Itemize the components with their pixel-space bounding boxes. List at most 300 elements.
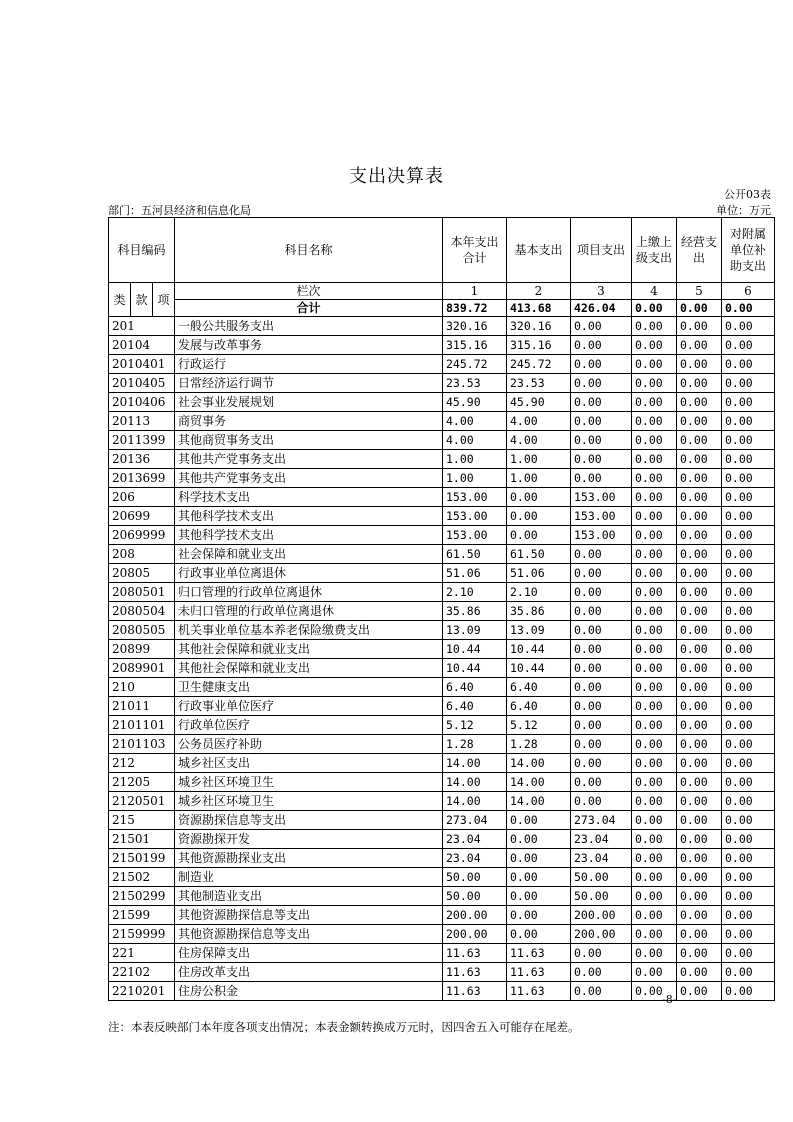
row-code: 2010406 xyxy=(109,393,175,412)
table-row xyxy=(109,773,775,792)
row-name: 城乡社区支出 xyxy=(175,754,443,773)
row-value: 0.00 xyxy=(677,469,722,488)
row-value: 61.50 xyxy=(507,545,571,564)
row-name: 城乡社区环境卫生 xyxy=(175,773,443,792)
row-value: 0.00 xyxy=(632,583,677,602)
row-value: 0.00 xyxy=(722,507,775,526)
table-row xyxy=(109,849,775,868)
row-value: 0.00 xyxy=(722,659,775,678)
table-row xyxy=(109,925,775,944)
row-value: 0.00 xyxy=(677,640,722,659)
row-value: 0.00 xyxy=(677,374,722,393)
header-upper: 上缴上级支出 xyxy=(632,218,677,283)
table-row xyxy=(109,317,775,336)
table-row xyxy=(109,640,775,659)
row-value: 0.00 xyxy=(677,393,722,412)
row-value: 0.00 xyxy=(677,450,722,469)
row-code: 21011 xyxy=(109,697,175,716)
row-name: 其他社会保障和就业支出 xyxy=(175,640,443,659)
row-code: 2120501 xyxy=(109,792,175,811)
row-name: 其他资源勘探信息等支出 xyxy=(175,925,443,944)
table-row xyxy=(109,507,775,526)
row-value: 0.00 xyxy=(677,716,722,735)
row-value: 0.00 xyxy=(677,488,722,507)
row-value: 4.00 xyxy=(443,431,507,450)
row-code: 2159999 xyxy=(109,925,175,944)
total-cell: 426.04 xyxy=(571,300,632,317)
row-value: 4.00 xyxy=(443,412,507,431)
row-value: 14.00 xyxy=(507,792,571,811)
row-value: 0.00 xyxy=(507,849,571,868)
form-number: 公开03表 xyxy=(724,188,771,201)
row-value: 0.00 xyxy=(677,887,722,906)
row-value: 0.00 xyxy=(677,868,722,887)
row-value: 0.00 xyxy=(507,830,571,849)
row-code: 206 xyxy=(109,488,175,507)
row-value: 0.00 xyxy=(677,583,722,602)
row-code: 21501 xyxy=(109,830,175,849)
row-value: 0.00 xyxy=(571,583,632,602)
row-value: 0.00 xyxy=(722,944,775,963)
header-name: 科目名称 xyxy=(175,218,443,283)
row-name: 其他制造业支出 xyxy=(175,887,443,906)
row-value: 1.28 xyxy=(507,735,571,754)
row-value: 10.44 xyxy=(443,640,507,659)
row-value: 0.00 xyxy=(571,374,632,393)
table-row xyxy=(109,754,775,773)
row-name: 行政事业单位离退休 xyxy=(175,564,443,583)
row-value: 0.00 xyxy=(632,792,677,811)
row-value: 0.00 xyxy=(677,412,722,431)
row-value: 245.72 xyxy=(443,355,507,374)
row-value: 0.00 xyxy=(632,830,677,849)
row-value: 0.00 xyxy=(571,412,632,431)
row-name: 日常经济运行调节 xyxy=(175,374,443,393)
row-value: 11.63 xyxy=(443,982,507,1001)
page-title: 支出决算表 xyxy=(349,166,444,187)
row-value: 0.00 xyxy=(722,982,775,1001)
row-code: 20136 xyxy=(109,450,175,469)
row-value: 0.00 xyxy=(722,811,775,830)
row-value: 0.00 xyxy=(632,317,677,336)
row-value: 0.00 xyxy=(571,659,632,678)
row-code: 21205 xyxy=(109,773,175,792)
footnote: 注：本表反映部门本年度各项支出情况；本表金额转换成万元时，因四舍五入可能存在尾差。 xyxy=(108,1020,580,1034)
table-row xyxy=(109,716,775,735)
row-value: 153.00 xyxy=(571,488,632,507)
row-value: 50.00 xyxy=(443,887,507,906)
row-value: 0.00 xyxy=(722,735,775,754)
row-code: 2013699 xyxy=(109,469,175,488)
row-value: 0.00 xyxy=(677,811,722,830)
row-value: 0.00 xyxy=(722,716,775,735)
total-label: 合计 xyxy=(175,300,443,317)
table-row xyxy=(109,488,775,507)
row-code: 21599 xyxy=(109,906,175,925)
row-value: 0.00 xyxy=(722,925,775,944)
row-code: 2150199 xyxy=(109,849,175,868)
table-row xyxy=(109,830,775,849)
table-row xyxy=(109,811,775,830)
row-value: 0.00 xyxy=(722,906,775,925)
row-value: 0.00 xyxy=(722,355,775,374)
row-value: 14.00 xyxy=(443,773,507,792)
total-cell: 839.72 xyxy=(443,300,507,317)
row-value: 0.00 xyxy=(722,754,775,773)
table-row xyxy=(109,412,775,431)
row-value: 0.00 xyxy=(632,469,677,488)
row-value: 0.00 xyxy=(722,431,775,450)
row-value: 273.04 xyxy=(443,811,507,830)
row-code: 2080505 xyxy=(109,621,175,640)
row-code: 2150299 xyxy=(109,887,175,906)
row-value: 0.00 xyxy=(571,754,632,773)
row-value: 4.00 xyxy=(507,412,571,431)
row-value: 0.00 xyxy=(571,792,632,811)
row-value: 0.00 xyxy=(677,925,722,944)
row-name: 其他共产党事务支出 xyxy=(175,450,443,469)
row-value: 0.00 xyxy=(677,545,722,564)
row-value: 0.00 xyxy=(722,469,775,488)
row-value: 0.00 xyxy=(507,906,571,925)
row-value: 0.00 xyxy=(632,621,677,640)
row-value: 0.00 xyxy=(722,640,775,659)
row-value: 5.12 xyxy=(507,716,571,735)
row-value: 0.00 xyxy=(722,488,775,507)
row-value: 23.04 xyxy=(443,830,507,849)
row-value: 0.00 xyxy=(722,773,775,792)
table-row xyxy=(109,450,775,469)
row-value: 11.63 xyxy=(507,944,571,963)
row-value: 0.00 xyxy=(632,697,677,716)
row-name: 未归口管理的行政单位离退休 xyxy=(175,602,443,621)
row-value: 0.00 xyxy=(722,678,775,697)
row-value: 0.00 xyxy=(722,545,775,564)
row-value: 0.00 xyxy=(677,735,722,754)
row-value: 0.00 xyxy=(571,393,632,412)
row-name: 资源勘探信息等支出 xyxy=(175,811,443,830)
row-name: 公务员医疗补助 xyxy=(175,735,443,754)
row-value: 51.06 xyxy=(443,564,507,583)
total-cell: 413.68 xyxy=(507,300,571,317)
row-value: 0.00 xyxy=(632,887,677,906)
row-value: 6.40 xyxy=(443,697,507,716)
row-value: 0.00 xyxy=(507,488,571,507)
row-code: 2011399 xyxy=(109,431,175,450)
row-value: 0.00 xyxy=(571,982,632,1001)
row-value: 0.00 xyxy=(677,355,722,374)
row-value: 0.00 xyxy=(632,393,677,412)
row-value: 245.72 xyxy=(507,355,571,374)
row-value: 0.00 xyxy=(507,526,571,545)
table-row xyxy=(109,735,775,754)
row-value: 5.12 xyxy=(443,716,507,735)
table-row xyxy=(109,868,775,887)
row-value: 0.00 xyxy=(571,621,632,640)
row-value: 0.00 xyxy=(632,431,677,450)
row-value: 0.00 xyxy=(632,507,677,526)
unit-label: 单位：万元 xyxy=(716,204,771,217)
table-row xyxy=(109,393,775,412)
row-value: 0.00 xyxy=(677,849,722,868)
row-value: 0.00 xyxy=(722,412,775,431)
row-value: 0.00 xyxy=(632,659,677,678)
row-value: 0.00 xyxy=(571,716,632,735)
row-value: 0.00 xyxy=(632,602,677,621)
row-value: 0.00 xyxy=(632,735,677,754)
col-num-4: 4 xyxy=(632,283,677,300)
row-value: 0.00 xyxy=(507,868,571,887)
row-value: 0.00 xyxy=(632,925,677,944)
total-row xyxy=(109,300,775,317)
row-value: 0.00 xyxy=(722,830,775,849)
row-code: 21502 xyxy=(109,868,175,887)
row-value: 0.00 xyxy=(677,526,722,545)
row-value: 0.00 xyxy=(571,450,632,469)
col-num-2: 2 xyxy=(507,283,571,300)
row-value: 35.86 xyxy=(443,602,507,621)
row-value: 14.00 xyxy=(507,773,571,792)
header-lei: 类 xyxy=(109,283,131,317)
table-row xyxy=(109,583,775,602)
row-value: 14.00 xyxy=(443,754,507,773)
row-code: 20699 xyxy=(109,507,175,526)
row-code: 201 xyxy=(109,317,175,336)
row-value: 320.16 xyxy=(507,317,571,336)
row-value: 61.50 xyxy=(443,545,507,564)
row-value: 0.00 xyxy=(632,982,677,1001)
row-name: 住房改革支出 xyxy=(175,963,443,982)
table-row xyxy=(109,621,775,640)
row-value: 0.00 xyxy=(677,906,722,925)
row-name: 其他资源勘探业支出 xyxy=(175,849,443,868)
row-value: 0.00 xyxy=(571,963,632,982)
total-cell: 0.00 xyxy=(722,300,775,317)
row-value: 0.00 xyxy=(677,944,722,963)
row-value: 0.00 xyxy=(722,583,775,602)
row-code: 2101101 xyxy=(109,716,175,735)
row-value: 0.00 xyxy=(632,773,677,792)
row-code: 2101103 xyxy=(109,735,175,754)
row-name: 行政运行 xyxy=(175,355,443,374)
row-value: 320.16 xyxy=(443,317,507,336)
row-value: 23.04 xyxy=(443,849,507,868)
row-name: 其他资源勘探信息等支出 xyxy=(175,906,443,925)
row-value: 0.00 xyxy=(677,317,722,336)
row-code: 2010401 xyxy=(109,355,175,374)
row-value: 0.00 xyxy=(632,336,677,355)
row-name: 发展与改革事务 xyxy=(175,336,443,355)
row-value: 0.00 xyxy=(677,754,722,773)
col-num-1: 1 xyxy=(443,283,507,300)
row-value: 200.00 xyxy=(443,925,507,944)
row-value: 0.00 xyxy=(632,450,677,469)
row-value: 0.00 xyxy=(722,868,775,887)
table-row xyxy=(109,469,775,488)
total-cell: 0.00 xyxy=(632,300,677,317)
table-row xyxy=(109,659,775,678)
row-code: 22102 xyxy=(109,963,175,982)
row-value: 0.00 xyxy=(677,697,722,716)
row-name: 行政单位医疗 xyxy=(175,716,443,735)
row-code: 2080504 xyxy=(109,602,175,621)
row-value: 0.00 xyxy=(632,374,677,393)
row-value: 23.53 xyxy=(443,374,507,393)
total-cell: 0.00 xyxy=(677,300,722,317)
row-value: 0.00 xyxy=(571,317,632,336)
row-value: 0.00 xyxy=(632,355,677,374)
col-num-3: 3 xyxy=(571,283,632,300)
row-value: 0.00 xyxy=(632,868,677,887)
row-value: 0.00 xyxy=(722,621,775,640)
department-label: 部门：五河县经济和信息化局 xyxy=(108,204,251,217)
row-value: 0.00 xyxy=(722,526,775,545)
row-value: 0.00 xyxy=(632,412,677,431)
row-name: 行政事业单位医疗 xyxy=(175,697,443,716)
row-name: 商贸事务 xyxy=(175,412,443,431)
row-value: 0.00 xyxy=(722,887,775,906)
row-value: 23.04 xyxy=(571,849,632,868)
row-value: 51.06 xyxy=(507,564,571,583)
row-value: 0.00 xyxy=(722,450,775,469)
table-row xyxy=(109,355,775,374)
row-value: 0.00 xyxy=(722,963,775,982)
row-value: 0.00 xyxy=(571,678,632,697)
row-value: 153.00 xyxy=(443,526,507,545)
row-value: 45.90 xyxy=(507,393,571,412)
row-value: 0.00 xyxy=(571,735,632,754)
header-subsidiary: 对附属单位补助支出 xyxy=(722,218,775,283)
row-name: 归口管理的行政单位离退休 xyxy=(175,583,443,602)
row-value: 0.00 xyxy=(632,526,677,545)
row-value: 0.00 xyxy=(677,431,722,450)
row-name: 社会事业发展规划 xyxy=(175,393,443,412)
row-name: 其他共产党事务支出 xyxy=(175,469,443,488)
table-row xyxy=(109,336,775,355)
row-value: 6.40 xyxy=(443,678,507,697)
table-row xyxy=(109,944,775,963)
row-value: 0.00 xyxy=(507,811,571,830)
row-code: 20805 xyxy=(109,564,175,583)
row-value: 1.00 xyxy=(443,469,507,488)
col-num-6: 6 xyxy=(722,283,775,300)
row-code: 208 xyxy=(109,545,175,564)
row-value: 10.44 xyxy=(443,659,507,678)
row-name: 其他社会保障和就业支出 xyxy=(175,659,443,678)
row-value: 50.00 xyxy=(571,887,632,906)
row-value: 0.00 xyxy=(722,374,775,393)
row-code: 221 xyxy=(109,944,175,963)
row-name: 其他科学技术支出 xyxy=(175,526,443,545)
row-value: 0.00 xyxy=(571,336,632,355)
row-value: 10.44 xyxy=(507,659,571,678)
header-kuan: 款 xyxy=(131,283,153,317)
row-value: 10.44 xyxy=(507,640,571,659)
row-value: 13.09 xyxy=(443,621,507,640)
row-value: 1.00 xyxy=(507,450,571,469)
row-value: 153.00 xyxy=(571,507,632,526)
table-row xyxy=(109,564,775,583)
row-value: 0.00 xyxy=(722,336,775,355)
table-row xyxy=(109,906,775,925)
row-name: 住房公积金 xyxy=(175,982,443,1001)
row-value: 0.00 xyxy=(632,811,677,830)
row-value: 315.16 xyxy=(507,336,571,355)
row-value: 0.00 xyxy=(632,488,677,507)
row-code: 20899 xyxy=(109,640,175,659)
header-total: 本年支出合计 xyxy=(443,218,507,283)
row-name: 资源勘探开发 xyxy=(175,830,443,849)
table-row xyxy=(109,887,775,906)
row-value: 0.00 xyxy=(632,678,677,697)
row-value: 23.04 xyxy=(571,830,632,849)
row-value: 0.00 xyxy=(507,887,571,906)
row-value: 0.00 xyxy=(677,982,722,1001)
row-value: 0.00 xyxy=(632,716,677,735)
row-value: 50.00 xyxy=(571,868,632,887)
header-basic: 基本支出 xyxy=(507,218,571,283)
row-value: 153.00 xyxy=(571,526,632,545)
row-value: 0.00 xyxy=(632,640,677,659)
row-value: 0.00 xyxy=(571,773,632,792)
row-value: 2.10 xyxy=(507,583,571,602)
row-value: 0.00 xyxy=(722,393,775,412)
row-value: 0.00 xyxy=(632,545,677,564)
row-name: 其他科学技术支出 xyxy=(175,507,443,526)
row-code: 2089901 xyxy=(109,659,175,678)
row-value: 0.00 xyxy=(677,564,722,583)
row-code: 212 xyxy=(109,754,175,773)
row-value: 0.00 xyxy=(677,830,722,849)
expenditure-table xyxy=(108,217,775,1001)
table-row xyxy=(109,526,775,545)
row-value: 4.00 xyxy=(507,431,571,450)
row-value: 35.86 xyxy=(507,602,571,621)
row-value: 0.00 xyxy=(722,849,775,868)
row-value: 0.00 xyxy=(722,564,775,583)
row-value: 11.63 xyxy=(443,963,507,982)
row-code: 215 xyxy=(109,811,175,830)
row-name: 社会保障和就业支出 xyxy=(175,545,443,564)
row-value: 0.00 xyxy=(677,963,722,982)
row-value: 0.00 xyxy=(722,792,775,811)
row-value: 6.40 xyxy=(507,697,571,716)
row-name: 卫生健康支出 xyxy=(175,678,443,697)
row-value: 0.00 xyxy=(507,925,571,944)
row-name: 机关事业单位基本养老保险缴费支出 xyxy=(175,621,443,640)
row-value: 200.00 xyxy=(571,906,632,925)
row-value: 0.00 xyxy=(571,469,632,488)
row-value: 1.00 xyxy=(507,469,571,488)
row-value: 0.00 xyxy=(722,602,775,621)
row-value: 200.00 xyxy=(443,906,507,925)
row-code: 2080501 xyxy=(109,583,175,602)
row-value: 315.16 xyxy=(443,336,507,355)
table-row xyxy=(109,545,775,564)
row-value: 0.00 xyxy=(677,773,722,792)
row-name: 住房保障支出 xyxy=(175,944,443,963)
header-business: 经营支出 xyxy=(677,218,722,283)
row-value: 0.00 xyxy=(677,792,722,811)
row-value: 153.00 xyxy=(443,488,507,507)
row-value: 0.00 xyxy=(571,355,632,374)
row-value: 1.00 xyxy=(443,450,507,469)
row-value: 0.00 xyxy=(632,849,677,868)
row-value: 0.00 xyxy=(571,602,632,621)
row-value: 6.40 xyxy=(507,678,571,697)
row-value: 14.00 xyxy=(507,754,571,773)
row-value: 153.00 xyxy=(443,507,507,526)
